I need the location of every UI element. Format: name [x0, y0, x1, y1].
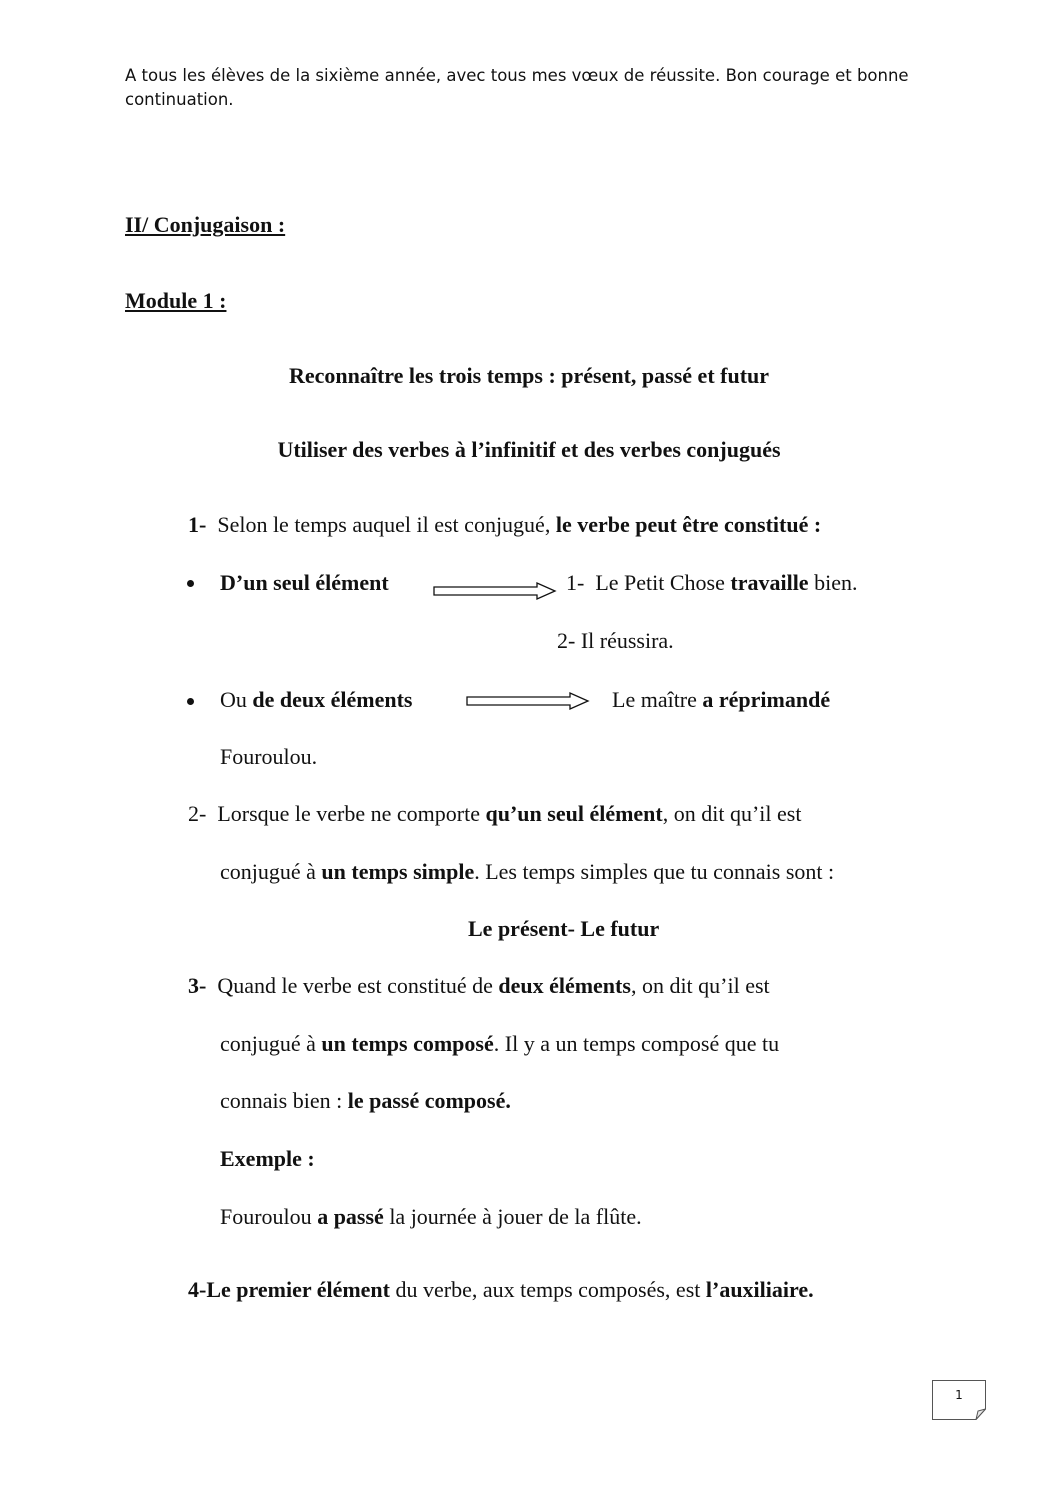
bullet1-label: D’un seul élément: [220, 570, 389, 595]
bullet-dot: [187, 698, 194, 705]
dedication-header: A tous les élèves de la sixième année, avec tous mes vœux de réussite. Bon courage et bonne continuation.: [125, 66, 909, 109]
example-number: 1-: [566, 570, 585, 595]
bullet2-example: [612, 687, 830, 713]
bullet-dot: [187, 580, 194, 587]
example-verb: travaille: [730, 570, 809, 595]
item3-number: 3-: [188, 973, 207, 998]
arrow-right-icon: [433, 582, 557, 600]
item2-tenses: Le présent- Le futur: [468, 916, 660, 941]
item2-number: 2-: [188, 801, 207, 826]
bullet1-example-2: 2- Il réussira.: [557, 628, 674, 653]
item1-line: [188, 512, 821, 538]
item3-bold: un temps composé: [321, 1031, 494, 1056]
objective-1: Reconnaître les trois temps : présent, passé et futur: [288, 363, 770, 388]
item2-text-end: , on dit qu’il est: [662, 801, 802, 826]
item4-text: du verbe, aux temps composés, est: [395, 1277, 701, 1302]
item1-bold: le verbe peut être constitué :: [555, 512, 822, 537]
item3-bold: deux éléments: [498, 973, 631, 998]
item3-text: Quand le verbe est constitué de: [217, 973, 493, 998]
objective-2: Utiliser des verbes à l’infinitif et des verbes conjugués: [277, 437, 781, 462]
example-text: Fouroulou: [220, 1204, 312, 1229]
arrow-right-icon: [466, 692, 590, 710]
item3-text-end: . Il y a un temps composé que tu: [493, 1031, 780, 1056]
item3-line2: [220, 1031, 779, 1057]
bullet1-example-1: [566, 570, 857, 596]
example-text: Le Petit Chose: [595, 570, 725, 595]
example-verb: a réprimandé: [702, 687, 831, 712]
item2-line1: [188, 801, 801, 827]
example-verb: a passé: [317, 1204, 384, 1229]
item3-bold: le passé composé.: [347, 1088, 511, 1113]
example-text: Le maître: [612, 687, 697, 712]
item4-line: [188, 1277, 814, 1303]
item2-bold: qu’un seul élément: [485, 801, 663, 826]
bullet2-example-cont: Fouroulou.: [220, 744, 318, 769]
example-text-end: la journée à jouer de la flûte.: [389, 1204, 642, 1229]
item2-text: conjugué à: [220, 859, 316, 884]
example-text-end: bien.: [814, 570, 858, 595]
item2-text-end: . Les temps simples que tu connais sont :: [474, 859, 835, 884]
item1-text: Selon le temps auquel il est conjugué,: [217, 512, 551, 537]
module-title: Module 1 :: [125, 288, 227, 313]
item2-line2: [220, 859, 834, 885]
item4-bold-end: l’auxiliaire.: [705, 1277, 814, 1302]
item3-text: connais bien :: [220, 1088, 343, 1113]
bullet2-label-line: [220, 687, 412, 713]
example-label: Exemple :: [220, 1146, 315, 1171]
section-title: II/ Conjugaison :: [125, 212, 286, 237]
item1-number: 1-: [188, 512, 207, 537]
item3-text-end: , on dit qu’il est: [630, 973, 770, 998]
item2-bold: un temps simple: [321, 859, 475, 884]
item3-line3: [220, 1088, 511, 1114]
item3-text: conjugué à: [220, 1031, 316, 1056]
item3-line1: [188, 973, 770, 999]
item2-text: Lorsque le verbe ne comporte: [217, 801, 480, 826]
bullet2-pre: Ou: [220, 687, 247, 712]
item3-example: [220, 1204, 642, 1230]
bullet2-label: de deux éléments: [252, 687, 413, 712]
item4-bold: 4-Le premier élément: [188, 1277, 390, 1302]
page-number: 1: [955, 1388, 963, 1402]
